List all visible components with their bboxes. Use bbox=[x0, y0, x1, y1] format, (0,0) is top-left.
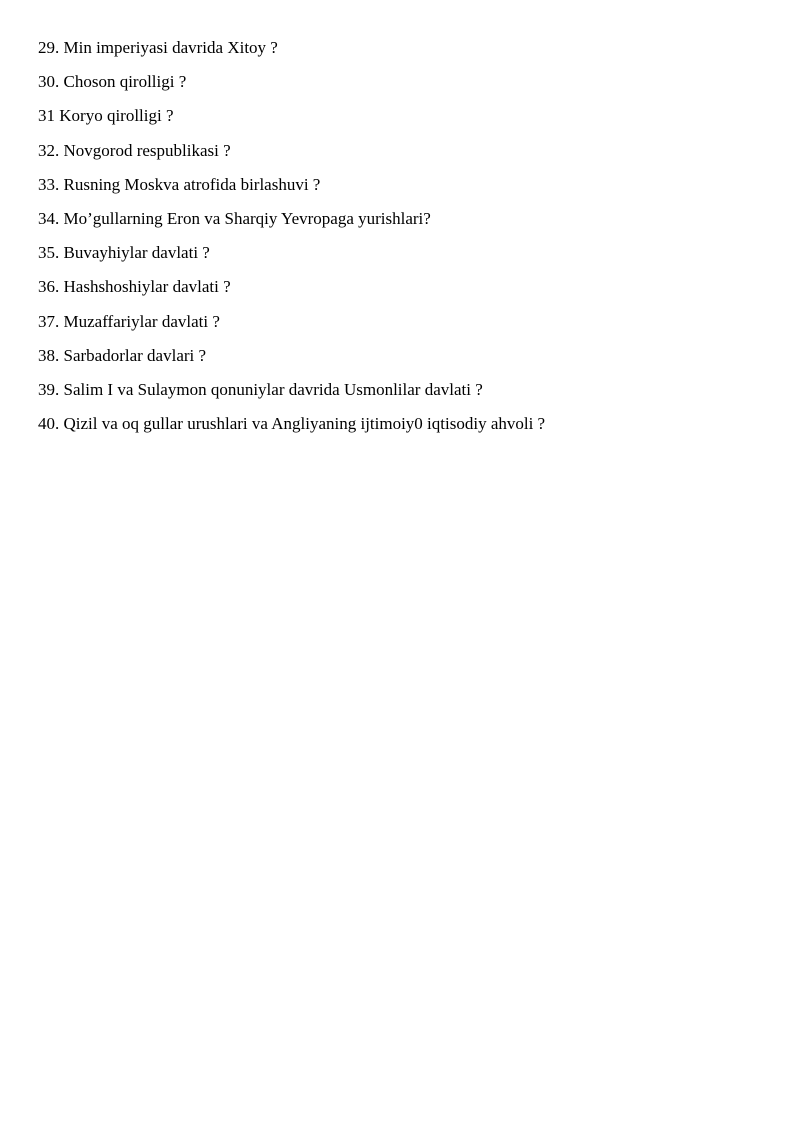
question-31: 31 Koryo qirolligi ? bbox=[38, 106, 174, 126]
question-40: 40. Qizil va oq gullar urushlari va Angliyaning ijtimoiy0 iqtisodiy ahvoli ? bbox=[38, 414, 546, 434]
question-39: 39. Salim I va Sulaymon qonuniylar davrida Usmonlilar davlati ? bbox=[38, 379, 483, 399]
question-32: 32. Novgorod respublikasi ? bbox=[38, 140, 231, 160]
question-38: 38. Sarbadorlar davlari ? bbox=[38, 345, 207, 365]
question-list bbox=[38, 38, 545, 448]
question-30: 30. Choson qirolligi ? bbox=[38, 72, 187, 92]
question-36: 36. Hashshoshiylar davlati ? bbox=[38, 277, 231, 297]
question-29: 29. Min imperiyasi davrida Xitoy ? bbox=[38, 38, 278, 57]
question-33: 33. Rusning Moskva atrofida birlashuvi ? bbox=[38, 174, 321, 194]
question-34: 34. Mo’gullarning Eron va Sharqiy Yevropaga yurishlari? bbox=[38, 208, 431, 228]
question-35: 35. Buvayhiylar davlati ? bbox=[38, 243, 210, 263]
question-37: 37. Muzaffariylar davlati ? bbox=[38, 311, 220, 331]
